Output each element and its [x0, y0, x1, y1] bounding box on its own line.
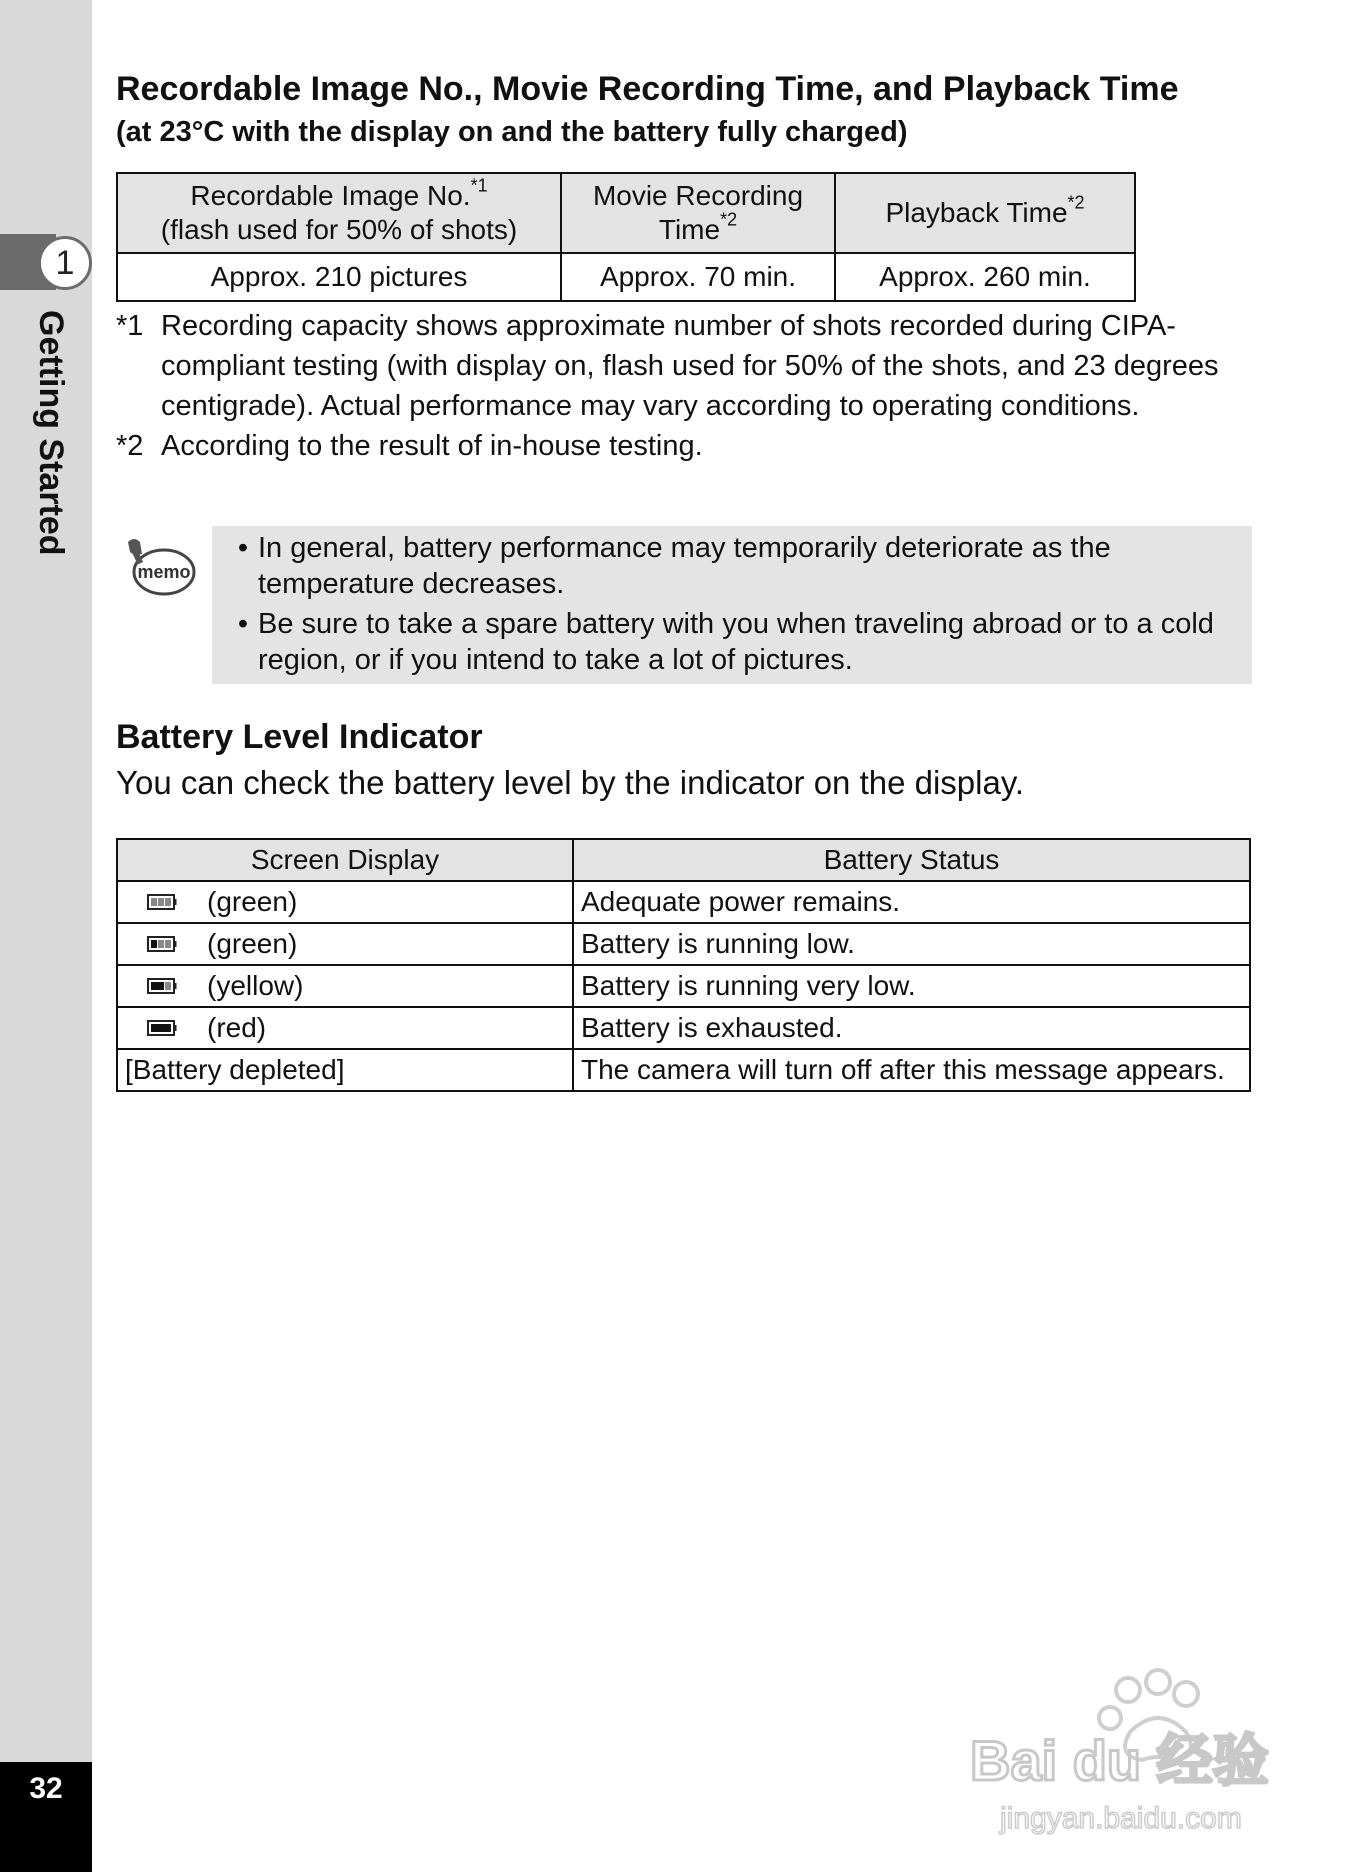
- table-row: [117, 923, 1250, 965]
- footnote-text: Recording capacity shows approximate number of shots recorded during CIPA-compliant testing (with display on, flash used for 50% of the shots, and 23 degrees centigrade). Actual performance may vary according to operating conditions.: [161, 310, 1219, 422]
- table-row: [117, 1049, 1250, 1091]
- cell-recordable-images: Approx. 210 pictures: [117, 253, 561, 301]
- table-row: [117, 965, 1250, 1007]
- header-battery-status: Battery Status: [573, 839, 1250, 881]
- chapter-tab: [0, 234, 92, 290]
- battery-empty-icon: [147, 1019, 177, 1037]
- cell-movie-time: Approx. 70 min.: [561, 253, 835, 301]
- section-title: Recordable Image No., Movie Recording Time, and Playback Time: [116, 70, 1179, 108]
- footnote-mark: *2: [116, 430, 144, 462]
- cell-playback-time: Approx. 260 min.: [835, 253, 1135, 301]
- header-playback-time: Playback Time$^{*2}$: [835, 173, 1135, 253]
- memo-box: [212, 526, 1252, 684]
- watermark-brand: Bai du 经验: [970, 1729, 1269, 1792]
- memo-item: • In general, battery performance may temporarily deteriorate as the temperature decreases.: [237, 532, 1111, 600]
- table-header-row: [117, 173, 1135, 253]
- chapter-title: Getting Started: [32, 310, 70, 556]
- screen-display-label: (green): [207, 928, 298, 959]
- footnote-1: [116, 306, 1256, 426]
- battery-full-icon: [147, 893, 177, 911]
- battery-two-thirds-icon: [147, 935, 177, 953]
- svg-text:memo: memo: [137, 562, 191, 582]
- table-row: [117, 253, 1135, 301]
- page-number: 32: [29, 1772, 63, 1805]
- footnote-text: According to the result of in-house testing.: [161, 430, 703, 462]
- memo-item: • Be sure to take a spare battery with you when traveling abroad or to a cold region, or if you intend to take a lot of pictures.: [237, 608, 1214, 676]
- battery-status-text: Battery is running very low.: [573, 965, 1250, 1007]
- header-movie-time: Movie Recording Time$^{*2}$: [561, 173, 835, 253]
- screen-display-label: [Battery depleted]: [117, 1049, 573, 1091]
- section-subtitle: (at 23°C with the display on and the battery fully charged): [116, 116, 908, 148]
- table-header-row: [117, 839, 1250, 881]
- header-recordable-images: Recordable Image No.$^{*1}$ (flash used for 50% of shots): [117, 173, 561, 253]
- memo-icon: [120, 534, 200, 598]
- battery-status-text: Battery is exhausted.: [573, 1007, 1250, 1049]
- footnotes: [116, 306, 1256, 466]
- battery-status-text: Battery is running low.: [573, 923, 1250, 965]
- header-screen-display: Screen Display: [117, 839, 573, 881]
- screen-display-label: (yellow): [207, 970, 304, 1001]
- screen-display-label: (green): [207, 886, 298, 917]
- footnote-mark: *1: [116, 310, 144, 342]
- recording-capacity-table: [116, 172, 1136, 302]
- battery-section-intro: You can check the battery level by the indicator on the display.: [116, 764, 1025, 801]
- table-row: [117, 1007, 1250, 1049]
- baidu-watermark: [960, 1660, 1290, 1840]
- table-row: [117, 881, 1250, 923]
- battery-section-title: Battery Level Indicator: [116, 718, 483, 756]
- footnote-2: [116, 426, 1256, 466]
- battery-one-third-icon: [147, 977, 177, 995]
- chapter-number: 1: [38, 236, 92, 290]
- screen-display-label: (red): [207, 1012, 267, 1043]
- battery-level-table: [116, 838, 1251, 1092]
- watermark-url: jingyan.baidu.com: [1000, 1802, 1242, 1835]
- battery-status-text: The camera will turn off after this message appears.: [573, 1049, 1250, 1091]
- battery-status-text: Adequate power remains.: [573, 881, 1250, 923]
